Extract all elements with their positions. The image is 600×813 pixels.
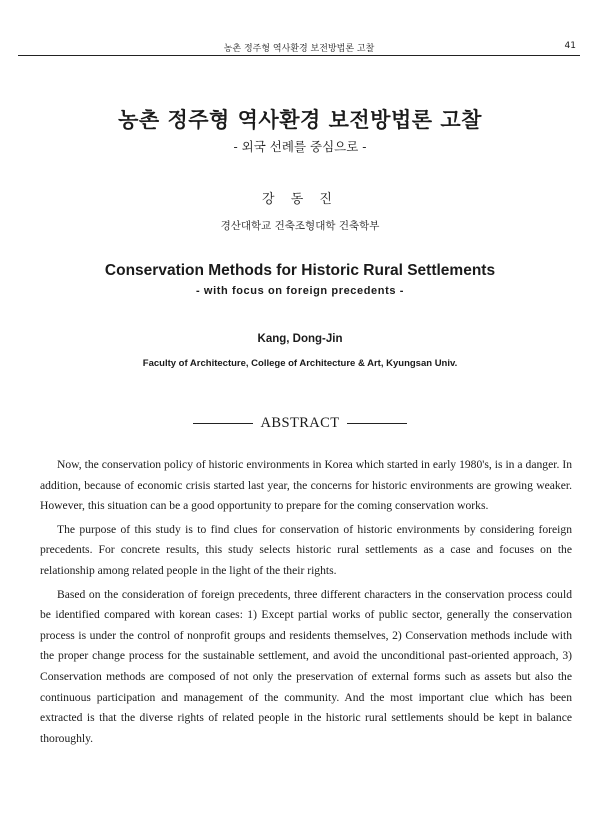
abstract-paragraph: Based on the consideration of foreign precedents, three different characters in the conservation process could be identified compared with korean cases: 1) Except partial works of public sector, generally the conservation process is under the control of nonprofit groups and residents themselves, 2) Conservation methods include with the proper change process for the sustainable settlement, and avoid the unconditional past-oriented approach, 3) Conservation methods are composed of not only the preservation of external forms such as assets but also the continuous participation and management of the community. And the most important clue which has been extracted is that the diverse rights of related people in the historic rural settlements should be kept in balance thoroughly. (40, 587, 572, 745)
running-title: 농촌 정주형 역사환경 보전방법론 고찰 (223, 44, 375, 54)
korean-subtitle: - 외국 선례를 중심으로 - (233, 139, 367, 154)
english-author: Kang, Dong-Jin (257, 333, 343, 345)
abstract-paragraph: Now, the conservation policy of historic environments in Korea which started in early 1980's, is in a danger. In addition, because of economic crisis started last year, the concerns for historic environments are growing weaker. However, this situation can be a good opportunity to prepare for the coming conservation works. (40, 458, 572, 513)
abstract-body (40, 455, 572, 752)
abstract-rule-left (193, 423, 253, 424)
abstract-paragraph: The purpose of this study is to find clues for conservation of historic environments by considering foreign precedents. For concrete results, this study selects historic rural settlements as a case and focuses on the relationship among related people in the light of the their rights. (40, 522, 572, 577)
english-title: Conservation Methods for Historic Rural Settlements (104, 262, 496, 279)
abstract-heading (0, 415, 600, 432)
abstract-heading-label: ABSTRACT (260, 415, 340, 431)
korean-title: 농촌 정주형 역사환경 보전방법론 고찰 (118, 107, 482, 132)
page-number: 41 (564, 41, 576, 51)
korean-affiliation: 경산대학교 건축조형대학 건축학부 (220, 220, 380, 232)
english-affiliation: Faculty of Architecture, College of Architecture & Art, Kyungsan Univ. (142, 358, 458, 369)
running-header (18, 41, 580, 56)
korean-author: 강 동 진 (262, 192, 338, 207)
english-subtitle: - with focus on foreign precedents - (196, 285, 404, 297)
abstract-rule-right (347, 423, 407, 424)
